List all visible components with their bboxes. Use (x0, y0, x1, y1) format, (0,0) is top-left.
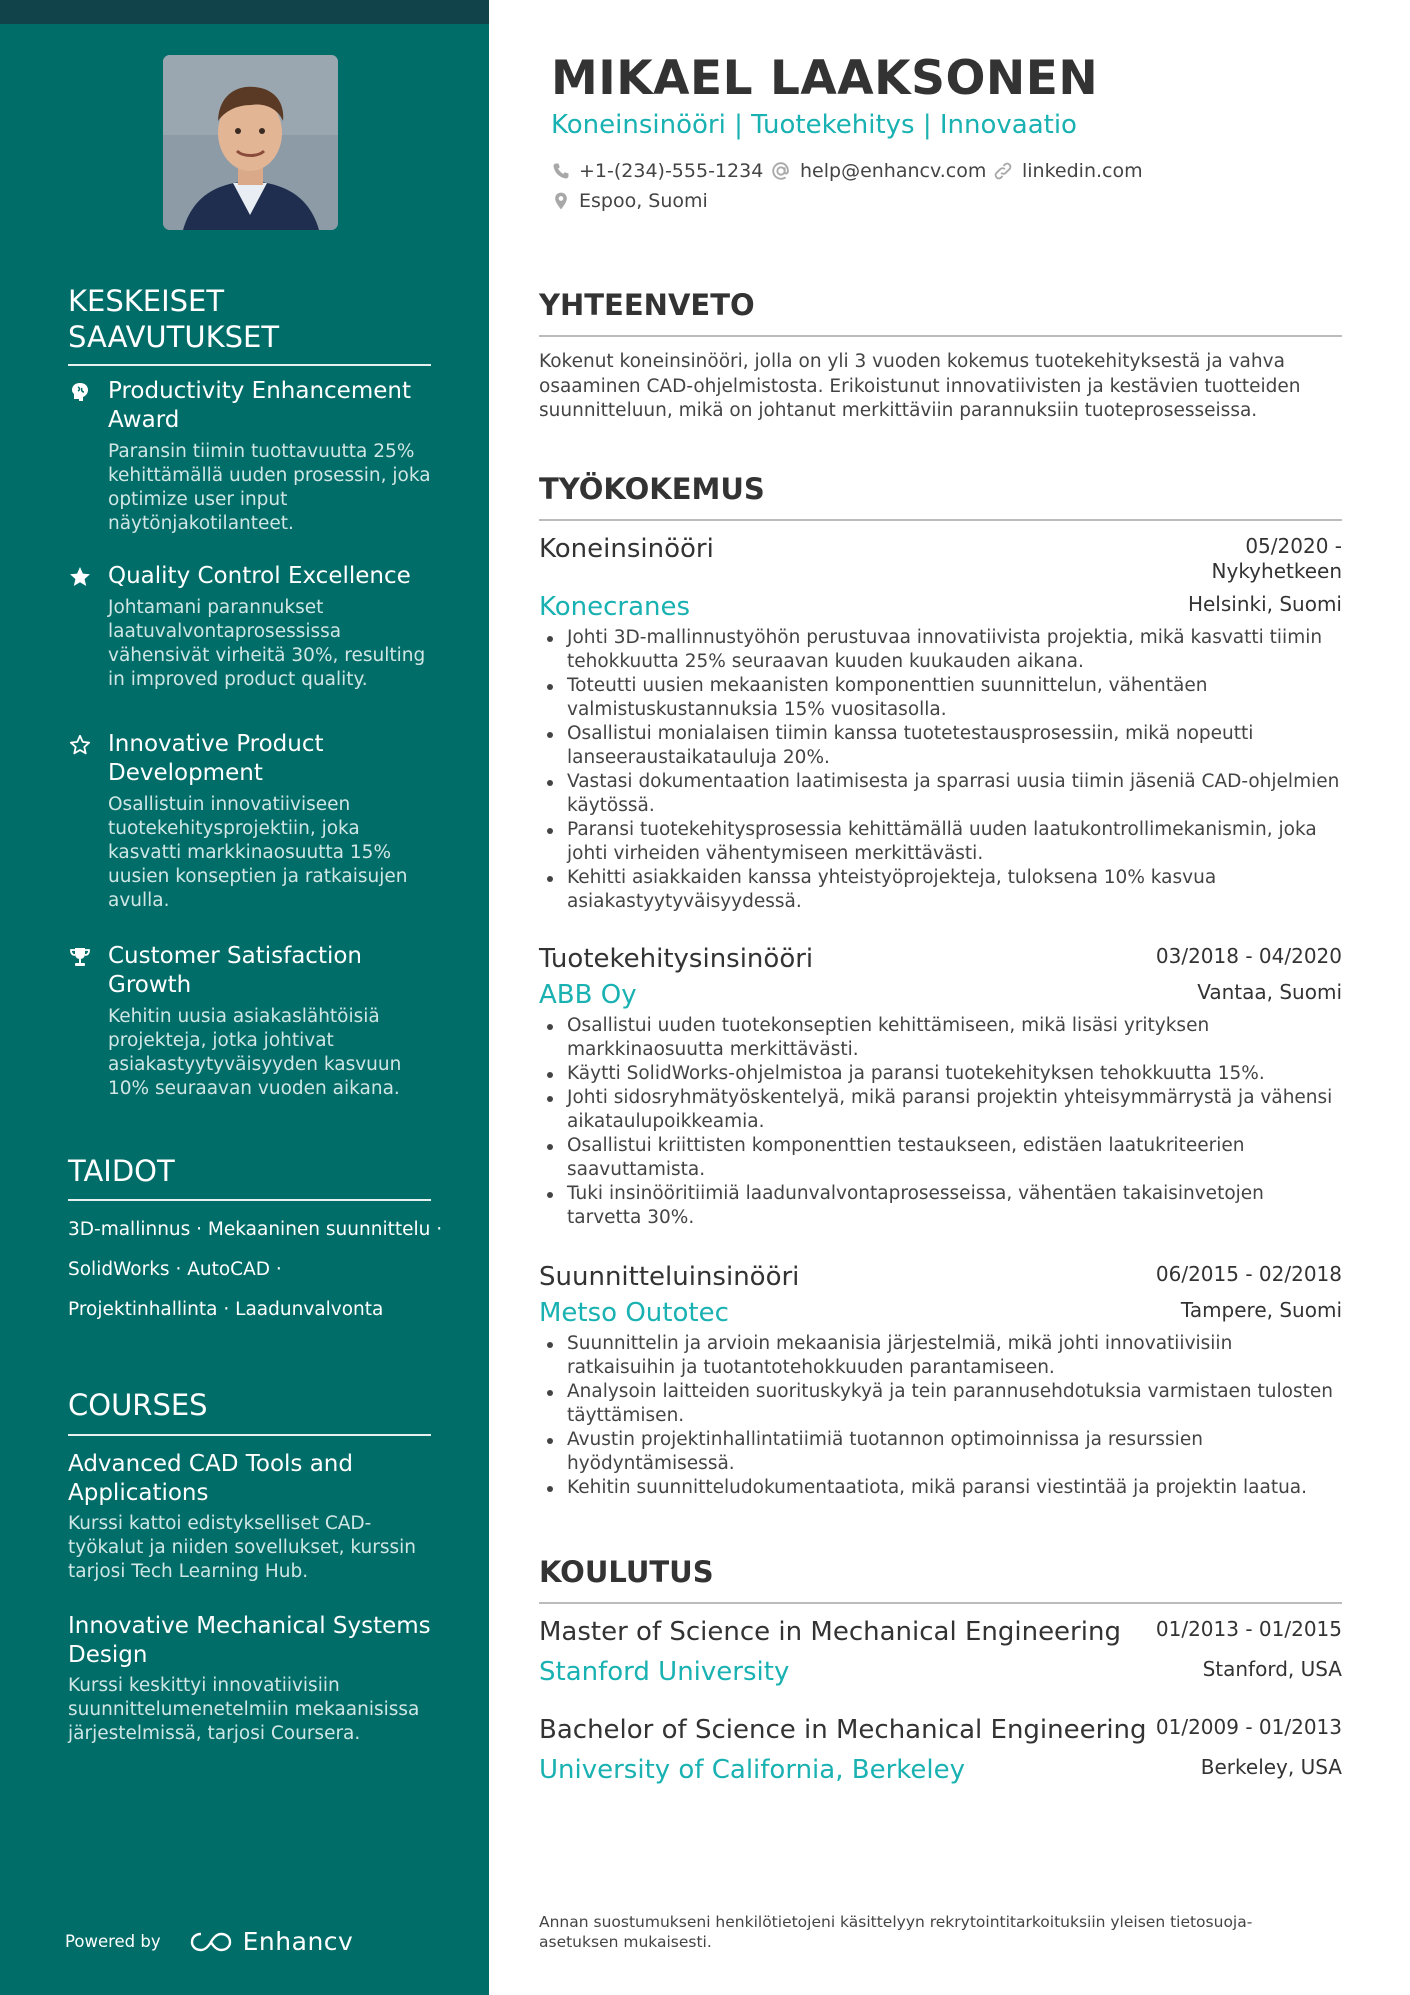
job-title: Koneinsinööri (539, 534, 714, 564)
job-bullet: Avustin projektinhallintatiimiä tuotannon optimoinnissa ja resurssien hyödyntämisessä. (539, 1428, 1342, 1476)
education-dates: 01/2009 - 01/2013 (1155, 1715, 1342, 1739)
brand-logo[interactable] (189, 1927, 354, 1956)
education-title: KOULUTUS (539, 1555, 714, 1589)
star-filled-icon (68, 565, 92, 589)
skills-line: SolidWorks · AutoCAD · (68, 1259, 282, 1280)
education-location: Stanford, USA (1202, 1657, 1342, 1681)
education-school: University of California, Berkeley (539, 1755, 965, 1785)
job-bullet: Kehitin suunnitteludokumentaatiota, mikä paransi viestintää ja projektin laatua. (539, 1476, 1342, 1500)
courses-title: COURSES (68, 1388, 208, 1422)
powered-by (65, 1927, 353, 1956)
achievement-title: Quality Control Excellence (108, 563, 411, 589)
skills-line: Projektinhallinta · Laadunvalvonta (68, 1299, 384, 1320)
experience-divider (539, 519, 1342, 521)
job-title: Suunnitteluinsinööri (539, 1262, 800, 1292)
email-text: help@enhancv.com (800, 160, 987, 182)
job-bullet: Toteutti uusien mekaanisten komponenttien suunnittelun, vähentäen valmistuskustannuksia 15% vuositasolla. (539, 674, 1342, 722)
course-item (68, 1612, 431, 1746)
course-title: Advanced CAD Tools and Applications (68, 1451, 353, 1506)
contact-location (551, 190, 708, 212)
job-bullet: Suunnittelin ja arvioin mekaanisia järjestelmiä, mikä johti innovatiivisiin ratkaisuihin ja tuotantotehokkuuden parantamiseen. (539, 1332, 1342, 1380)
job-bullets (539, 626, 1342, 914)
job-date-end: Nykyhetkeen (1211, 559, 1342, 583)
brain-icon (68, 380, 92, 404)
job-location: Vantaa, Suomi (1197, 980, 1342, 1004)
phone-text: +1-(234)-555-1234 (579, 160, 764, 182)
job-company: ABB Oy (539, 980, 637, 1010)
job-bullet: Vastasi dokumentaation laatimisesta ja sparrasi uusia tiimin jäseniä CAD-ohjelmien käytössä. (539, 770, 1342, 818)
job-bullet: Analysoin laitteiden suorituskykyä ja tein parannusehdotuksia varmistaen tulosten täyttämisen. (539, 1380, 1342, 1428)
skills-title: TAIDOT (68, 1154, 175, 1188)
education-school: Stanford University (539, 1657, 790, 1687)
course-description: Kurssi keskittyi innovatiivisiin suunnittelumenetelmiin mekaanisissa järjestelmissä, tarjosi Coursera. (68, 1675, 420, 1744)
achievement-title: Productivity Enhancement Award (108, 378, 411, 433)
job-bullet: Johti sidosryhmätyöskentelyä, mikä paransi projektin yhteisymmärrystä ja vähensi aikataulupoikkeamia. (539, 1086, 1342, 1134)
education-entry (539, 1713, 1342, 1793)
job-bullet: Osallistui uuden tuotekonseptien kehittämiseen, mikä lisäsi yrityksen markkinaosuutta merkittävästi. (539, 1014, 1342, 1062)
job-entry (539, 532, 1342, 914)
summary-divider (539, 335, 1342, 337)
skills-list (68, 1215, 448, 1335)
job-location: Helsinki, Suomi (1187, 592, 1342, 616)
achievements-title: KESKEISET SAAVUTUKSET (68, 284, 280, 354)
achievement-description: Osallistuin innovatiiviseen tuotekehitysprojektiin, joka kasvatti markkinaosuutta 15% uusien konseptien ja ratkaisujen avulla. (108, 794, 408, 911)
job-bullets (539, 1014, 1342, 1230)
job-bullet: Osallistui kriittisten komponenttien testaukseen, edistäen laatukriteerien saavuttamista. (539, 1134, 1342, 1182)
job-bullet: Tuki insinööritiimiä laadunvalvontaprosesseissa, vähentäen takaisinvetojen tarvetta 30%. (539, 1182, 1342, 1230)
skills-line: 3D-mallinnus · Mekaaninen suunnittelu · (68, 1219, 443, 1240)
courses-divider (68, 1434, 431, 1436)
contact-email[interactable] (770, 160, 986, 182)
job-location: Tampere, Suomi (1180, 1298, 1342, 1322)
achievement-title: Customer Satisfaction Growth (108, 943, 363, 998)
achievement-item (68, 562, 431, 692)
education-dates: 01/2013 - 01/2015 (1155, 1617, 1342, 1641)
location-pin-icon (551, 190, 571, 212)
location-text: Espoo, Suomi (579, 190, 708, 212)
job-bullets (539, 1332, 1342, 1500)
enhancv-logo-icon (189, 1930, 233, 1954)
contact-website[interactable] (992, 160, 1143, 182)
achievement-item (68, 377, 431, 536)
phone-icon (551, 161, 571, 181)
job-bullet: Osallistui monialaisen tiimin kanssa tuotetestausprosessiin, mikä nopeutti lanseeraustaikatauluja 20%. (539, 722, 1342, 770)
at-icon (770, 160, 792, 182)
candidate-name: MIKAEL LAAKSONEN (551, 51, 1099, 106)
candidate-headline: Koneinsinööri | Tuotekehitys | Innovaatio (551, 110, 1077, 140)
contact-phone[interactable] (551, 160, 763, 182)
brand-name: Enhancv (242, 1927, 354, 1956)
achievement-description: Johtamani parannukset laatuvalvontaprosessissa vähensivät virheitä 30%, resulting in improved product quality. (108, 597, 426, 690)
star-outline-icon (68, 733, 92, 757)
achievement-description: Paransin tiimin tuottavuutta 25% kehittämällä uuden prosessin, joka optimize user input näytönjakotilanteet. (108, 441, 431, 534)
education-entry (539, 1615, 1342, 1695)
job-dates: 06/2015 - 02/2018 (1155, 1262, 1342, 1286)
profile-photo (163, 55, 338, 230)
education-divider (539, 1602, 1342, 1604)
job-company: Metso Outotec (539, 1298, 729, 1328)
achievement-description: Kehitin uusia asiakaslähtöisiä projekteja, jotka johtivat asiakastyytyväisyyden kasvuun 10% seuraavan vuoden aikana. (108, 1006, 402, 1099)
summary-title: YHTEENVETO (539, 288, 755, 322)
job-date-start: 05/2020 - (1245, 534, 1342, 558)
course-description: Kurssi kattoi edistykselliset CAD-työkalut ja niiden sovellukset, kurssin tarjosi Tech Learning Hub. (68, 1513, 416, 1582)
job-bullet: Kehitti asiakkaiden kanssa yhteistyöprojekteja, tuloksena 10% kasvua asiakastyytyväisyydessä. (539, 866, 1342, 914)
skills-divider (68, 1199, 431, 1201)
job-dates: 03/2018 - 04/2020 (1155, 944, 1342, 968)
achievement-item (68, 942, 431, 1101)
course-title: Innovative Mechanical Systems Design (68, 1613, 431, 1668)
education-degree: Master of Science in Mechanical Engineering (539, 1617, 1121, 1647)
job-entry (539, 942, 1342, 1230)
education-degree: Bachelor of Science in Mechanical Engineering (539, 1715, 1147, 1745)
job-title: Tuotekehitysinsinööri (539, 944, 814, 974)
website-text: linkedin.com (1022, 160, 1143, 182)
experience-title: TYÖKOKEMUS (539, 472, 765, 506)
gdpr-consent-note: Annan suostumukseni henkilötietojeni käsittelyyn rekrytointitarkoituksiin yleisen tietosuoja-asetuksen mukaisesti. (539, 1913, 1253, 1951)
achievements-divider (68, 364, 431, 366)
trophy-icon (68, 945, 92, 969)
job-dates (1212, 534, 1342, 584)
job-bullet: Paransi tuotekehitysprosessia kehittämällä uuden laatukontrollimekanismin, joka johti virheiden vähentymiseen merkittävästi. (539, 818, 1342, 866)
job-company: Konecranes (539, 592, 691, 622)
education-location: Berkeley, USA (1200, 1755, 1342, 1779)
course-item (68, 1450, 431, 1584)
sidebar (0, 0, 489, 1995)
achievement-title: Innovative Product Development (108, 731, 324, 786)
job-bullet: Johti 3D-mallinnustyöhön perustuvaa innovatiivista projektia, mikä kasvatti tiimin tehokkuutta 25% seuraavan kuuden kuukauden aikana. (539, 626, 1342, 674)
achievement-item (68, 730, 431, 913)
summary-text: Kokenut koneinsinööri, jolla on yli 3 vuoden kokemus tuotekehityksestä ja vahva osaaminen CAD-ohjelmistosta. Erikoistunut innovatiivisten ja kestävien tuotteiden suunnitteluun, mikä on johtanut merkittäviin parannuksiin tuoteprosesseissa. (539, 351, 1301, 421)
job-entry (539, 1260, 1342, 1500)
powered-by-label: Powered by (65, 1932, 161, 1951)
sidebar-top-bar (0, 0, 489, 24)
link-icon (992, 160, 1014, 182)
job-bullet: Käytti SolidWorks-ohjelmistoa ja paransi tuotekehityksen tehokkuutta 15%. (539, 1062, 1342, 1086)
